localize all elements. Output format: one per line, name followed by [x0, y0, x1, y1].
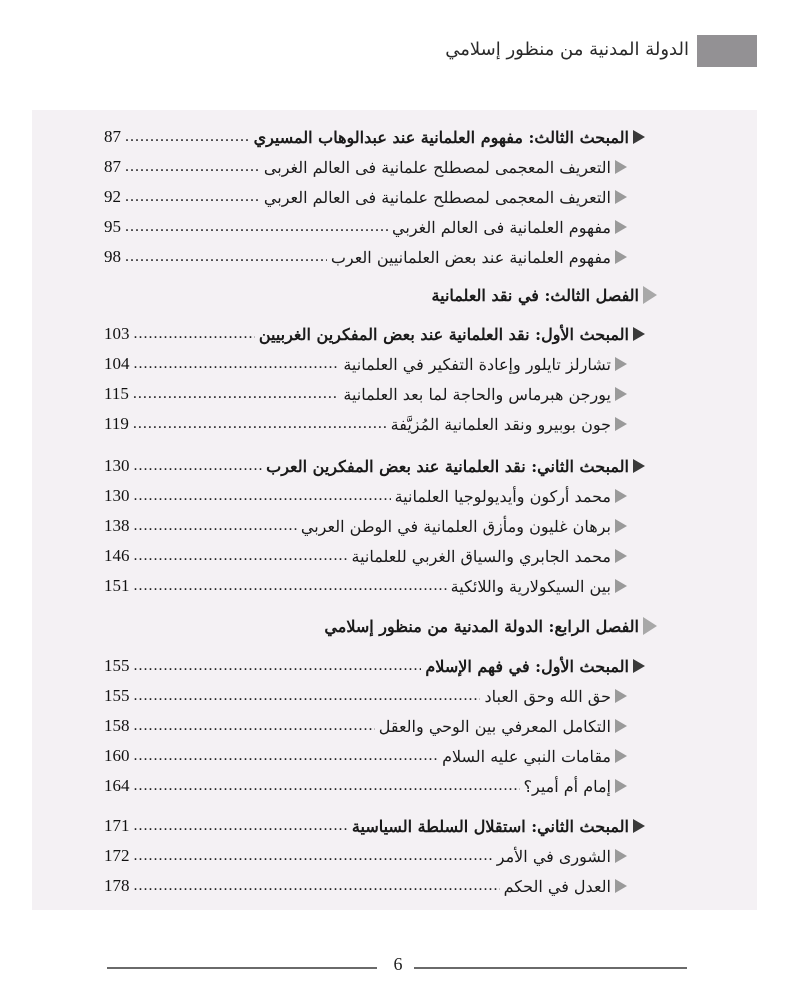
triangle-bullet-icon [643, 617, 657, 635]
toc-section-entry [104, 123, 649, 151]
dot-leader [134, 354, 340, 374]
toc-page-number: 130 [104, 456, 130, 475]
toc-page-number: 103 [104, 324, 130, 343]
toc-page-number: 95 [104, 217, 121, 236]
toc-sub-entry [104, 380, 649, 408]
toc-sub-entry [104, 572, 649, 600]
dot-leader [134, 546, 348, 566]
dot-leader [125, 187, 260, 207]
toc-sub-entry [104, 842, 649, 870]
dot-leader [134, 456, 263, 476]
toc-sub-entry [104, 682, 649, 710]
dot-leader [125, 217, 388, 237]
toc-page-number: 87 [104, 157, 121, 176]
triangle-bullet-icon [615, 220, 627, 234]
toc-page-number: 146 [104, 546, 130, 565]
dot-leader [134, 516, 297, 536]
toc-entry-label: بين السيكولارية واللائكية [450, 576, 611, 596]
toc-page-number: 87 [104, 127, 121, 146]
toc-page-number: 115 [104, 384, 129, 403]
triangle-bullet-icon [615, 749, 627, 763]
dot-leader [134, 686, 481, 706]
dot-leader [133, 384, 340, 404]
dot-leader [134, 576, 447, 596]
dot-leader [134, 324, 255, 344]
toc-entry-label: إمام أم أمير؟ [523, 776, 611, 796]
dot-leader [134, 746, 439, 766]
running-header-title: الدولة المدنية من منظور إسلامي [445, 39, 689, 60]
dot-leader [134, 846, 493, 866]
toc-page-number: 172 [104, 846, 130, 865]
toc-sub-entry [104, 512, 649, 540]
toc-page-number: 164 [104, 776, 130, 795]
toc-entry-label: التعريف المعجمى لمصطلح علمانية فى العالم الغربى [263, 157, 611, 177]
footer-rule-left [107, 967, 377, 969]
triangle-bullet-icon [633, 459, 645, 473]
toc-sub-entry [104, 872, 649, 900]
toc-entry-label: العدل في الحكم [503, 876, 611, 896]
toc-entry-label: التعريف المعجمى لمصطلح علمانية فى العالم العربي [263, 187, 611, 207]
triangle-bullet-icon [633, 659, 645, 673]
toc-entry-label: الشورى في الأمر [496, 846, 611, 866]
toc-sub-entry [104, 742, 649, 770]
toc-sub-entry [104, 350, 649, 378]
dot-leader [134, 716, 375, 736]
toc-section-entry [104, 812, 649, 840]
toc-entry-label: الفصل الثالث: في نقد العلمانية [431, 285, 639, 305]
toc-entry-label: المبحث الثالث: مفهوم العلمانية عند عبدالوهاب المسيري [253, 127, 629, 147]
triangle-bullet-icon [643, 286, 657, 304]
triangle-bullet-icon [615, 779, 627, 793]
triangle-bullet-icon [615, 357, 627, 371]
toc-section-entry [104, 320, 649, 348]
triangle-bullet-icon [615, 250, 627, 264]
dot-leader [134, 816, 348, 836]
toc-page-number: 138 [104, 516, 130, 535]
triangle-bullet-icon [615, 489, 627, 503]
toc-page-number: 119 [104, 414, 129, 433]
toc-entry-label: يورجن هبرماس والحاجة لما بعد العلمانية [343, 384, 611, 404]
dot-leader [125, 157, 260, 177]
toc-page-number: 160 [104, 746, 130, 765]
header-color-block [697, 35, 757, 67]
toc-page-number: 130 [104, 486, 130, 505]
toc-page-number: 171 [104, 816, 130, 835]
triangle-bullet-icon [615, 849, 627, 863]
dot-leader [125, 127, 250, 147]
toc-sub-entry [104, 183, 649, 211]
triangle-bullet-icon [633, 327, 645, 341]
toc-section-entry [104, 452, 649, 480]
triangle-bullet-icon [615, 387, 627, 401]
dot-leader [134, 776, 520, 796]
triangle-bullet-icon [615, 689, 627, 703]
toc-page-number: 158 [104, 716, 130, 735]
toc-section-entry [104, 652, 649, 680]
toc-entry-label: محمد الجابري والسياق الغربي للعلمانية [351, 546, 611, 566]
toc-entry-label: جون بوبيرو ونقد العلمانية المُزيَّفة [390, 414, 611, 434]
toc-page-number: 155 [104, 656, 130, 675]
toc-page-number: 178 [104, 876, 130, 895]
toc-page-number: 151 [104, 576, 130, 595]
toc-sub-entry [104, 542, 649, 570]
toc-entry-label: الفصل الرابع: الدولة المدنية من منظور إسلامي [324, 616, 639, 636]
toc-page-number: 104 [104, 354, 130, 373]
toc-page-number: 92 [104, 187, 121, 206]
page-number: 6 [393, 954, 403, 974]
toc-sub-entry [104, 153, 649, 181]
toc-sub-entry [104, 410, 649, 438]
dot-leader [134, 656, 422, 676]
triangle-bullet-icon [633, 130, 645, 144]
toc-entry-label: برهان غليون ومأزق العلمانية في الوطن العربي [300, 516, 611, 536]
triangle-bullet-icon [633, 819, 645, 833]
toc-entry-label: المبحث الثاني: نقد العلمانية عند بعض المفكرين العرب [266, 456, 629, 476]
dot-leader [134, 486, 391, 506]
dot-leader [134, 876, 500, 896]
triangle-bullet-icon [615, 519, 627, 533]
triangle-bullet-icon [615, 719, 627, 733]
toc-entry-label: مقامات النبي عليه السلام [442, 746, 611, 766]
toc-sub-entry [104, 213, 649, 241]
triangle-bullet-icon [615, 190, 627, 204]
toc-entry-label: المبحث الأول: نقد العلمانية عند بعض المفكرين الغربيين [258, 324, 629, 344]
toc-entry-label: تشارلز تايلور وإعادة التفكير في العلمانية [343, 354, 611, 374]
dot-leader [125, 247, 327, 267]
triangle-bullet-icon [615, 160, 627, 174]
triangle-bullet-icon [615, 549, 627, 563]
toc-entry-label: التكامل المعرفي بين الوحي والعقل [378, 716, 611, 736]
toc-chapter-heading [104, 281, 657, 309]
toc-sub-entry [104, 712, 649, 740]
toc-page-number: 98 [104, 247, 121, 266]
toc-sub-entry [104, 482, 649, 510]
triangle-bullet-icon [615, 579, 627, 593]
toc-entry-label: المبحث الثاني: استقلال السلطة السياسية [351, 816, 629, 836]
toc-entry-label: مفهوم العلمانية فى العالم الغربي [392, 217, 611, 237]
dot-leader [133, 414, 387, 434]
toc-sub-entry [104, 772, 649, 800]
toc-page-number: 155 [104, 686, 130, 705]
footer-rule-right [414, 967, 687, 969]
toc-entry-label: حق الله وحق العباد [484, 686, 611, 706]
toc-sub-entry [104, 243, 649, 271]
toc-chapter-heading [104, 612, 657, 640]
triangle-bullet-icon [615, 879, 627, 893]
toc-entry-label: المبحث الأول: في فهم الإسلام [425, 656, 629, 676]
toc-entry-label: محمد أركون وأيديولوجيا العلمانية [394, 486, 611, 506]
toc-entry-label: مفهوم العلمانية عند بعض العلمانيين العرب [330, 247, 611, 267]
triangle-bullet-icon [615, 417, 627, 431]
